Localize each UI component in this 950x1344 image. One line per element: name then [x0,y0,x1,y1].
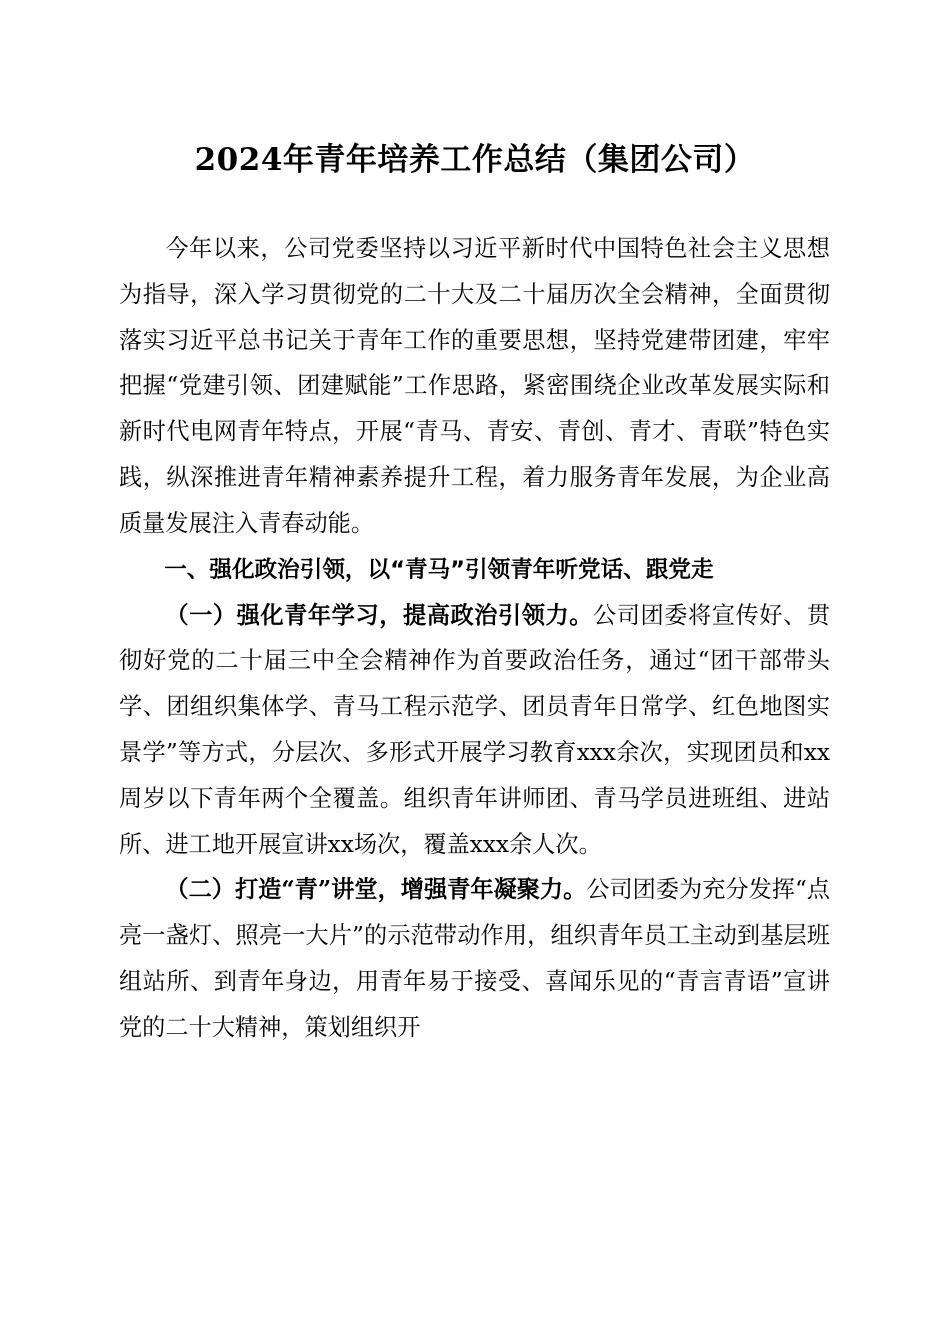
subsection-lead-2: （二）打造“青”讲堂，增强青年凝聚力。 [165,876,587,904]
subsection-paragraph-2 [119,867,830,1050]
intro-paragraph: 今年以来，公司党委坚持以习近平新时代中国特色社会主义思想为指导，深入学习贯彻党的二十大及二十届历次全会精神，全面贯彻落实习近平总书记关于青年工作的重要思想，坚持党建带团建，牢牢把握“党建引领、团建赋能”工作思路，紧密围绕企业改革发展实际和新时代电网青年特点，开展“青马、青安、青创、青才、青联”特色实践，纵深推进青年精神素养提升工程，着力服务青年发展，为企业高质量发展注入青春动能。 [119,235,830,537]
subsection-paragraph-1 [119,593,830,868]
document-body [119,226,830,1051]
section-heading-1: 一、强化政治引领，以“青马”引领青年听党话、跟党走 [164,556,714,583]
subsection-text-2: 公司团委为充分发挥“点亮一盏灯、照亮一大片”的示范带动作用，组织青年员工主动到基层班组站所、到青年身边，用青年易于接受、喜闻乐见的“青言青语”宣讲党的二十大精神，策划组织开 [119,876,830,1041]
subsection-text-1: 公司团委将宣传好、贯彻好党的二十届三中全会精神作为首要政治任务，通过“团干部带头学、团组织集体学、青马工程示范学、团员青年日常学、红色地图实景学”等方式，分层次、多形式开展学习教育xxx余次，实现团员和xx周岁以下青年两个全覆盖。组织青年讲师团、青马学员进班组、进站所、进工地开展宣讲xx场次，覆盖xxx余人次。 [119,601,831,858]
subsection-lead-1: （一）强化青年学习，提高政治引领力。 [165,601,594,629]
document-title: 2024年青年培养工作总结（集团公司） [194,142,756,178]
